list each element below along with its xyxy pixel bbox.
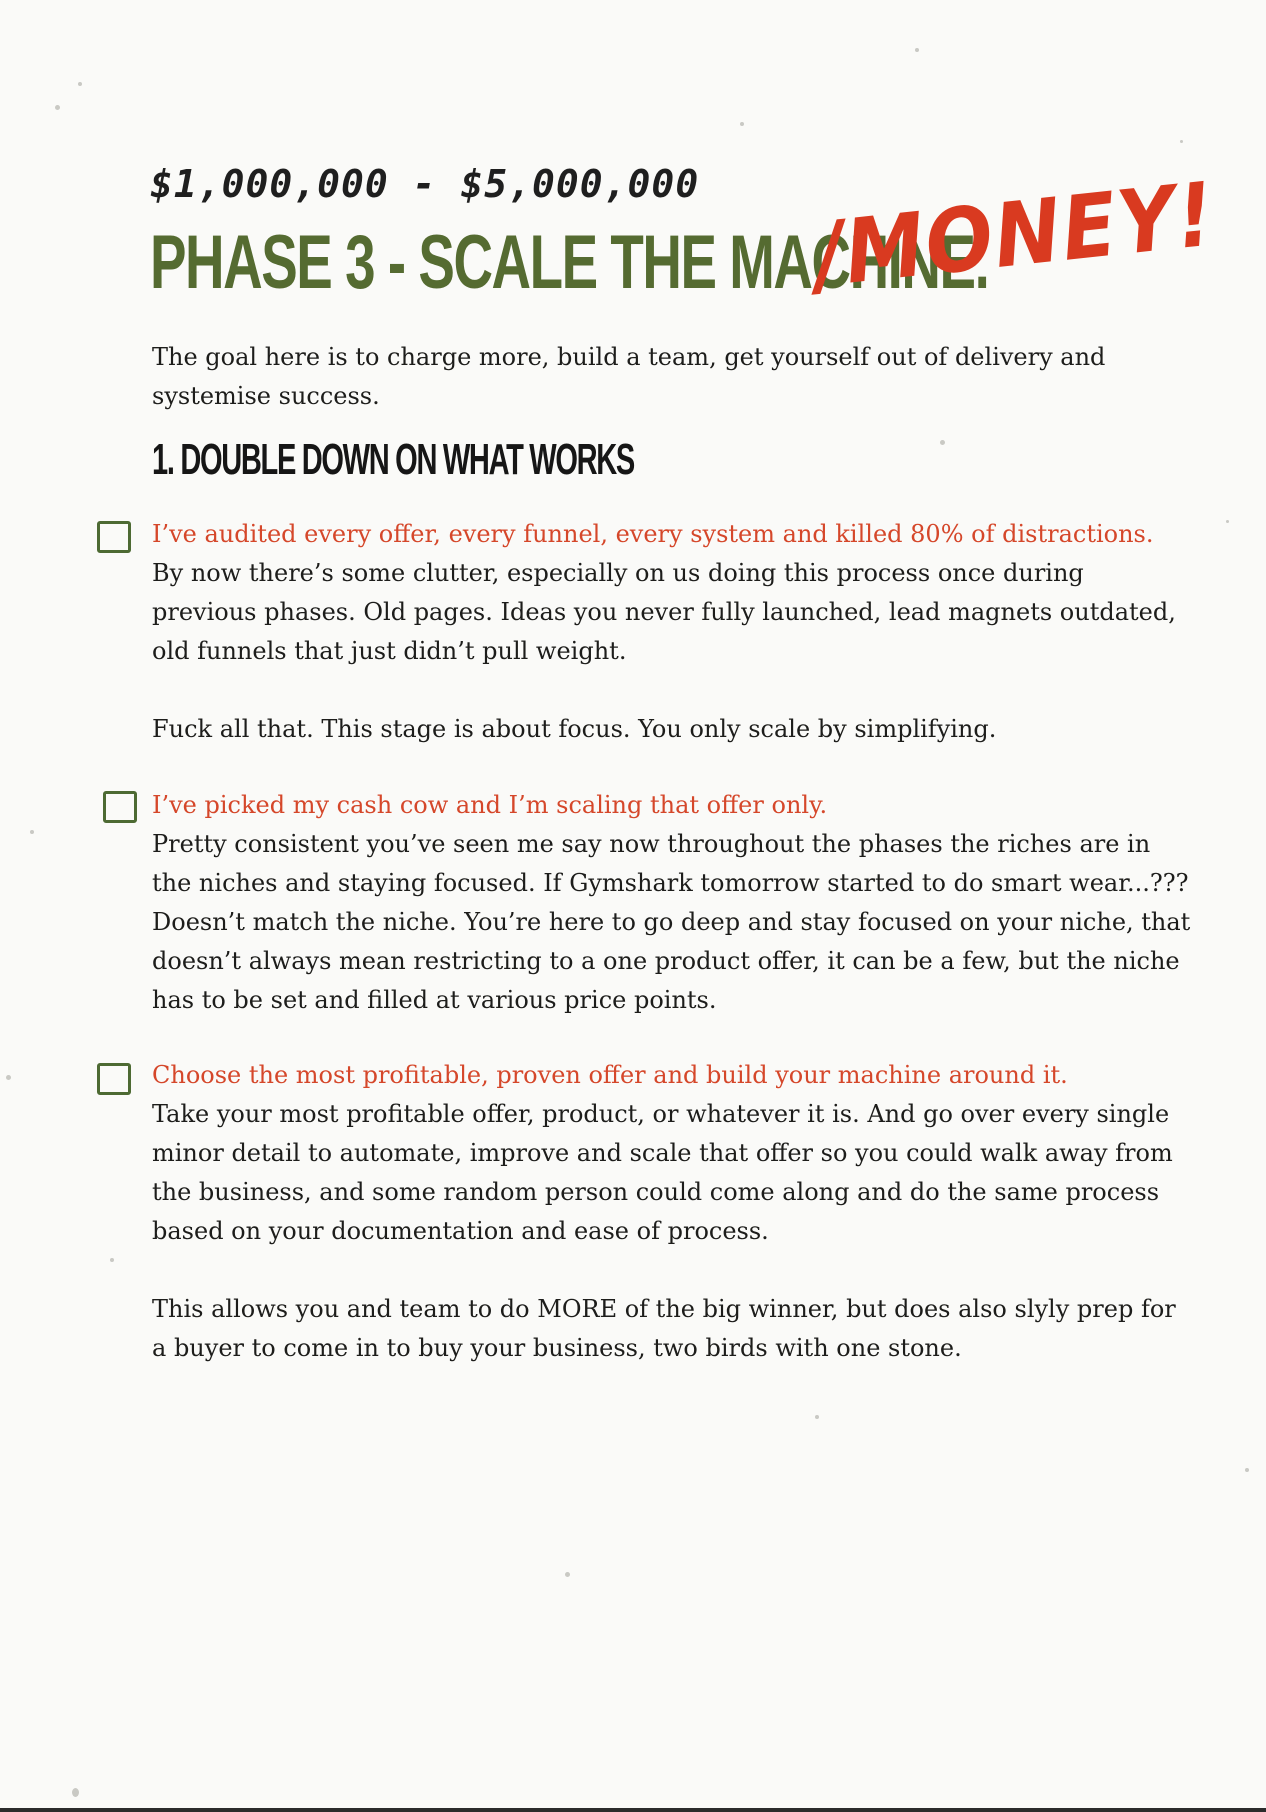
checklist-item-audit <box>152 515 1192 749</box>
paper-speckle <box>915 48 919 52</box>
paper-speckle <box>940 440 945 445</box>
paper-speckle <box>1226 520 1229 523</box>
paper-speckle <box>72 1788 79 1797</box>
paper-speckle <box>78 82 82 86</box>
item-paragraph: Fuck all that. This stage is about focus. You only scale by simplifying. <box>152 715 997 743</box>
intro-paragraph: The goal here is to charge more, build a team, get yourself out of delivery and systemise success. <box>152 343 1106 410</box>
item-paragraph: This allows you and team to do MORE of the big winner, but does also slyly prep for a buyer to come in to buy your business, two birds with one stone. <box>152 1295 1176 1362</box>
item-title: I’ve audited every offer, every funnel, every system and killed 80% of distractions. <box>152 520 1154 548</box>
item-paragraph: By now there’s some clutter, especially on us doing this process once during previous phases. Old pages. Ideas you never fully launched, lead magnets outdated, old funnels that just didn’t pull weight. <box>152 559 1176 665</box>
checkbox-audit[interactable] <box>97 521 131 553</box>
money-accent: /MONEY! <box>809 162 1220 307</box>
paper-speckle <box>6 1075 11 1080</box>
paper-speckle <box>110 1258 114 1262</box>
paper-speckle <box>1180 140 1183 143</box>
checkbox-profitable-offer[interactable] <box>97 1063 131 1095</box>
paper-speckle <box>565 1572 570 1577</box>
checklist-item-cash-cow <box>152 786 1192 1020</box>
checkbox-cash-cow[interactable] <box>103 791 137 823</box>
item-title: I’ve picked my cash cow and I’m scaling that offer only. <box>152 791 828 819</box>
phase-title: PHASE 3 - SCALE THE MACHINE. <box>150 220 989 305</box>
item-paragraph: Take your most profitable offer, product, or whatever it is. And go over every single minor detail to automate, improve and scale that offer so you could walk away from the business, and some random person could come along and do the same process based on your documentation and ease of process. <box>152 1100 1173 1245</box>
paper-speckle <box>815 1415 819 1419</box>
item-paragraph: Pretty consistent you’ve seen me say now throughout the phases the riches are in the niches and staying focused. If Gymshark tomorrow started to do smart wear...??? Doesn’t match the niche. You’re here to go deep and stay focused on your niche, that doesn’t always mean restricting to a one product offer, it can be a few, but the niche has to be set and filled at various price points. <box>152 830 1191 1014</box>
price-range: $1,000,000 - $5,000,000 <box>150 162 700 206</box>
paper-speckle <box>1245 1468 1249 1472</box>
checklist-item-profitable-offer <box>152 1056 1192 1368</box>
paper-speckle <box>740 122 744 126</box>
page-bottom-rule <box>0 1808 1266 1812</box>
section-heading: 1. DOUBLE DOWN ON WHAT WORKS <box>152 435 634 484</box>
item-title: Choose the most profitable, proven offer and build your machine around it. <box>152 1061 1068 1089</box>
paper-speckle <box>30 830 34 834</box>
paper-speckle <box>55 105 60 110</box>
